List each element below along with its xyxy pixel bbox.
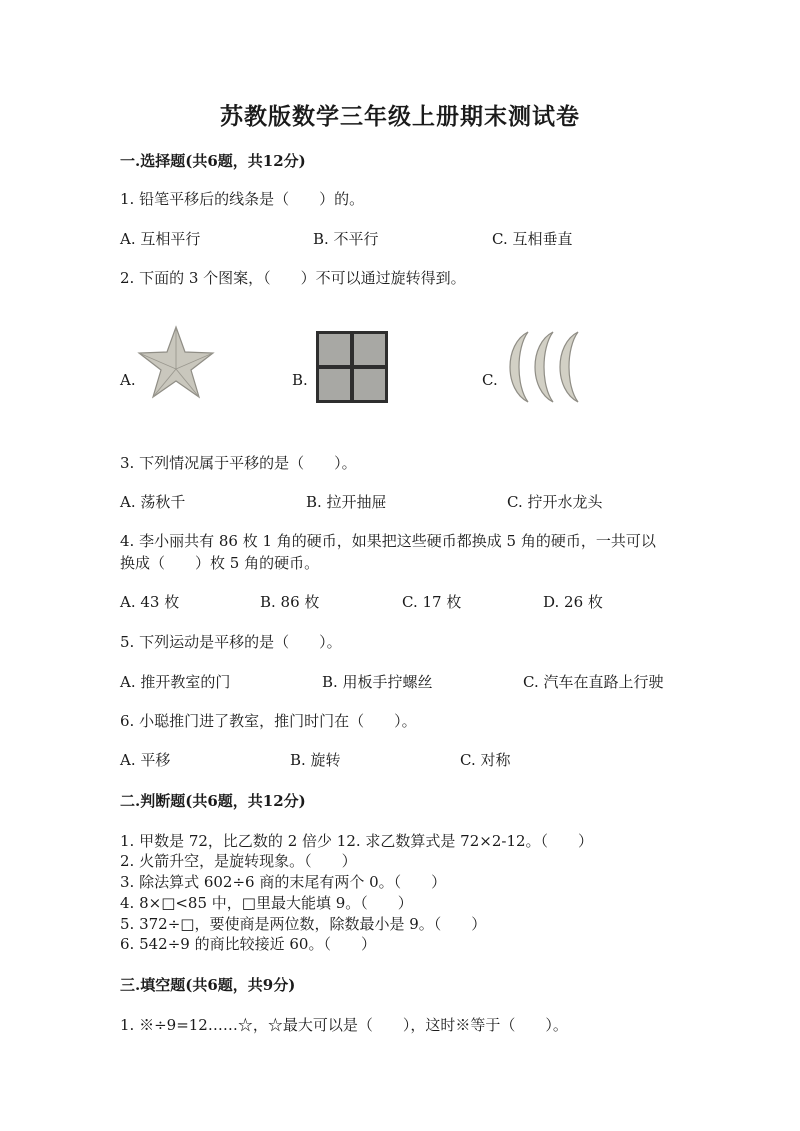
question-4-line-1: 4. 李小丽共有 86 枚 1 角的硬币，如果把这些硬币都换成 5 角的硬币，一共可以 — [120, 532, 656, 550]
judgement-item-4: 4. 8×□<85 中，□里最大能填 9。（ ） — [120, 894, 413, 912]
option-b: B. 旋转 — [290, 751, 341, 769]
grid-square-icon — [315, 330, 389, 404]
judgement-item-2: 2. 火箭升空，是旋转现象。（ ） — [120, 852, 357, 870]
question-6: 6. 小聪推门进了教室，推门时门在（ ）。 — [120, 712, 417, 730]
option-c: C. 对称 — [460, 751, 511, 769]
section-heading-choice: 一.选择题(共6题，共12分) — [120, 152, 306, 170]
option-b: B. 86 枚 — [260, 593, 320, 611]
page-title: 苏教版数学三年级上册期末测试卷 — [220, 103, 580, 130]
option-c: C. 互相垂直 — [492, 230, 573, 248]
option-a: A. 荡秋千 — [120, 493, 186, 511]
option-a: A. 43 枚 — [120, 593, 180, 611]
option-c: C. — [482, 371, 498, 389]
section-heading-judgement: 二.判断题(共6题，共12分) — [120, 792, 306, 810]
judgement-item-3: 3. 除法算式 602÷6 商的末尾有两个 0。（ ） — [120, 873, 447, 891]
judgement-item-5: 5. 372÷□，要使商是两位数，除数最小是 9。（ ） — [120, 915, 487, 933]
option-a: A. — [120, 371, 136, 389]
option-b: B. 用板手拧螺丝 — [322, 673, 433, 691]
option-b: B. — [292, 371, 308, 389]
option-a: A. 平移 — [120, 751, 171, 769]
option-c: C. 17 枚 — [402, 593, 462, 611]
question-4-line-2: 换成（ ）枚 5 角的硬币。 — [120, 554, 320, 572]
option-c: C. 拧开水龙头 — [507, 493, 603, 511]
judgement-item-6: 6. 542÷9 的商比较接近 60。（ ） — [120, 935, 376, 953]
fill-blank-item-1: 1. ※÷9=12……☆，☆最大可以是（ ），这时※等于（ ）。 — [120, 1016, 568, 1034]
question-5: 5. 下列运动是平移的是（ ）。 — [120, 633, 342, 651]
section-heading-fill-blank: 三.填空题(共6题，共9分) — [120, 976, 296, 994]
star-icon — [137, 324, 215, 400]
question-3: 3. 下列情况属于平移的是（ ）。 — [120, 454, 357, 472]
judgement-item-1: 1. 甲数是 72，比乙数的 2 倍少 12. 求乙数算式是 72×2-12。（ ） — [120, 832, 594, 850]
question-2: 2. 下面的 3 个图案，（ ）不可以通过旋转得到。 — [120, 269, 466, 287]
crescents-icon — [498, 330, 586, 404]
option-a: A. 互相平行 — [120, 230, 201, 248]
option-d: D. 26 枚 — [543, 593, 603, 611]
question-1: 1. 铅笔平移后的线条是（ ）的。 — [120, 190, 365, 208]
option-c: C. 汽车在直路上行驶 — [523, 673, 664, 691]
option-b: B. 不平行 — [313, 230, 379, 248]
option-b: B. 拉开抽屉 — [306, 493, 387, 511]
option-a: A. 推开教室的门 — [120, 673, 231, 691]
